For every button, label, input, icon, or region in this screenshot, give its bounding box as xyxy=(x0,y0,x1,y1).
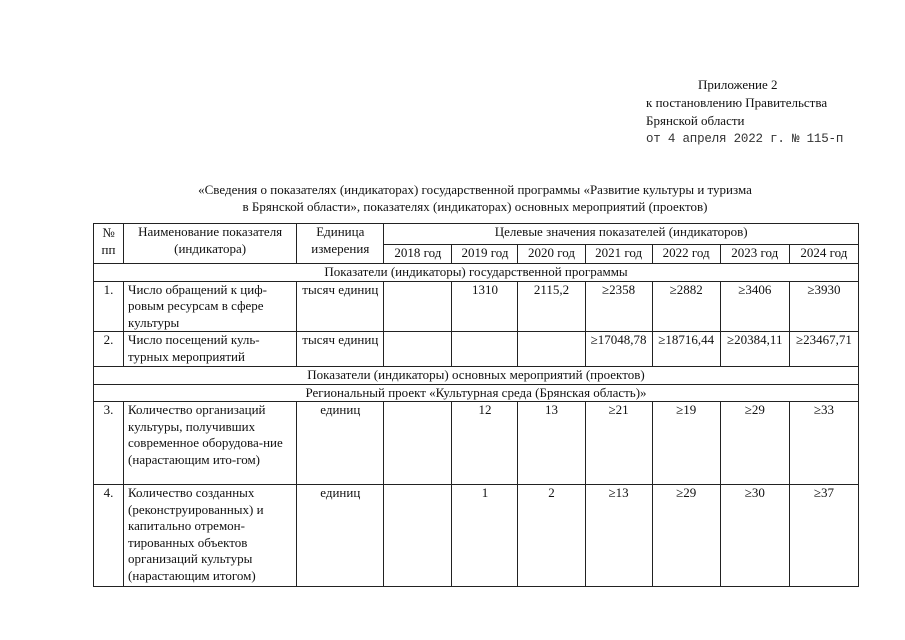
value-2019 xyxy=(452,332,518,367)
value-2023: ≥3406 xyxy=(720,281,789,332)
value-2018 xyxy=(384,281,452,332)
value-2023: ≥30 xyxy=(720,485,789,587)
value-2019: 1310 xyxy=(452,281,518,332)
value-2023: ≥20384,11 xyxy=(720,332,789,367)
year-2018: 2018 год xyxy=(384,245,452,264)
row-unit: единиц xyxy=(297,402,384,485)
appendix-block xyxy=(646,76,843,148)
section-regional-project: Региональный проект «Культурная среда (Брянская область)» xyxy=(94,384,859,402)
header-num: № пп xyxy=(94,224,124,264)
value-2022: ≥19 xyxy=(652,402,720,485)
value-2018 xyxy=(384,332,452,367)
indicators-table xyxy=(93,223,859,587)
section-activities-row xyxy=(94,367,859,385)
value-2021: ≥21 xyxy=(585,402,652,485)
section-activities: Показатели (индикаторы) основных мероприятий (проектов) xyxy=(94,367,859,385)
year-2020: 2020 год xyxy=(518,245,585,264)
section-program-row xyxy=(94,264,859,282)
row-num: 4. xyxy=(94,485,124,587)
value-2022: ≥29 xyxy=(652,485,720,587)
row-unit: тысяч единиц xyxy=(297,281,384,332)
value-2021: ≥2358 xyxy=(585,281,652,332)
row-num: 1. xyxy=(94,281,124,332)
value-2021: ≥17048,78 xyxy=(585,332,652,367)
table-row xyxy=(94,485,859,587)
header-targets: Целевые значения показателей (индикаторов) xyxy=(384,224,859,245)
value-2022: ≥2882 xyxy=(652,281,720,332)
year-2021: 2021 год xyxy=(585,245,652,264)
year-2023: 2023 год xyxy=(720,245,789,264)
row-num: 3. xyxy=(94,402,124,485)
value-2020 xyxy=(518,332,585,367)
value-2020: 2115,2 xyxy=(518,281,585,332)
appendix-region: Брянской области xyxy=(646,113,745,128)
header-unit: Единица измерения xyxy=(297,224,384,264)
table-row xyxy=(94,332,859,367)
value-2018 xyxy=(384,402,452,485)
value-2024: ≥3930 xyxy=(789,281,858,332)
row-name: Количество созданных (реконструированных) и капитально отремон-тированных объектов организаций культуры (нарастающим итогом) xyxy=(124,485,297,587)
title-line-2: в Брянской области», показателях (индикаторах) основных мероприятий (проектов) xyxy=(242,199,708,214)
title-line-1: «Сведения о показателях (индикаторах) государственной программы «Развитие культуры и туризма xyxy=(198,182,752,197)
row-unit: тысяч единиц xyxy=(297,332,384,367)
value-2023: ≥29 xyxy=(720,402,789,485)
row-unit: единиц xyxy=(297,485,384,587)
appendix-decree: к постановлению Правительства xyxy=(646,95,828,110)
value-2020: 13 xyxy=(518,402,585,485)
table-row xyxy=(94,281,859,332)
section-program: Показатели (индикаторы) государственной программы xyxy=(94,264,859,282)
header-name: Наименование показателя (индикатора) xyxy=(124,224,297,264)
section-regional-row xyxy=(94,384,859,402)
value-2022: ≥18716,44 xyxy=(652,332,720,367)
value-2019: 1 xyxy=(452,485,518,587)
appendix-title: Приложение 2 xyxy=(698,77,778,92)
row-name: Число обращений к циф-ровым ресурсам в сфере культуры xyxy=(124,281,297,332)
row-num: 2. xyxy=(94,332,124,367)
document-title xyxy=(92,181,858,215)
value-2020: 2 xyxy=(518,485,585,587)
value-2024: ≥23467,71 xyxy=(789,332,858,367)
value-2024: ≥37 xyxy=(789,485,858,587)
value-2021: ≥13 xyxy=(585,485,652,587)
table-row xyxy=(94,402,859,485)
row-name: Число посещений куль-турных мероприятий xyxy=(124,332,297,367)
value-2024: ≥33 xyxy=(789,402,858,485)
appendix-date-number: от 4 апреля 2022 г. № 115-п xyxy=(646,132,844,146)
value-2019: 12 xyxy=(452,402,518,485)
row-name: Количество организаций культуры, получивших современное оборудова-ние (нарастающим ито-гом) xyxy=(124,402,297,485)
year-2024: 2024 год xyxy=(789,245,858,264)
header-row xyxy=(94,224,859,245)
value-2018 xyxy=(384,485,452,587)
year-2022: 2022 год xyxy=(652,245,720,264)
year-2019: 2019 год xyxy=(452,245,518,264)
